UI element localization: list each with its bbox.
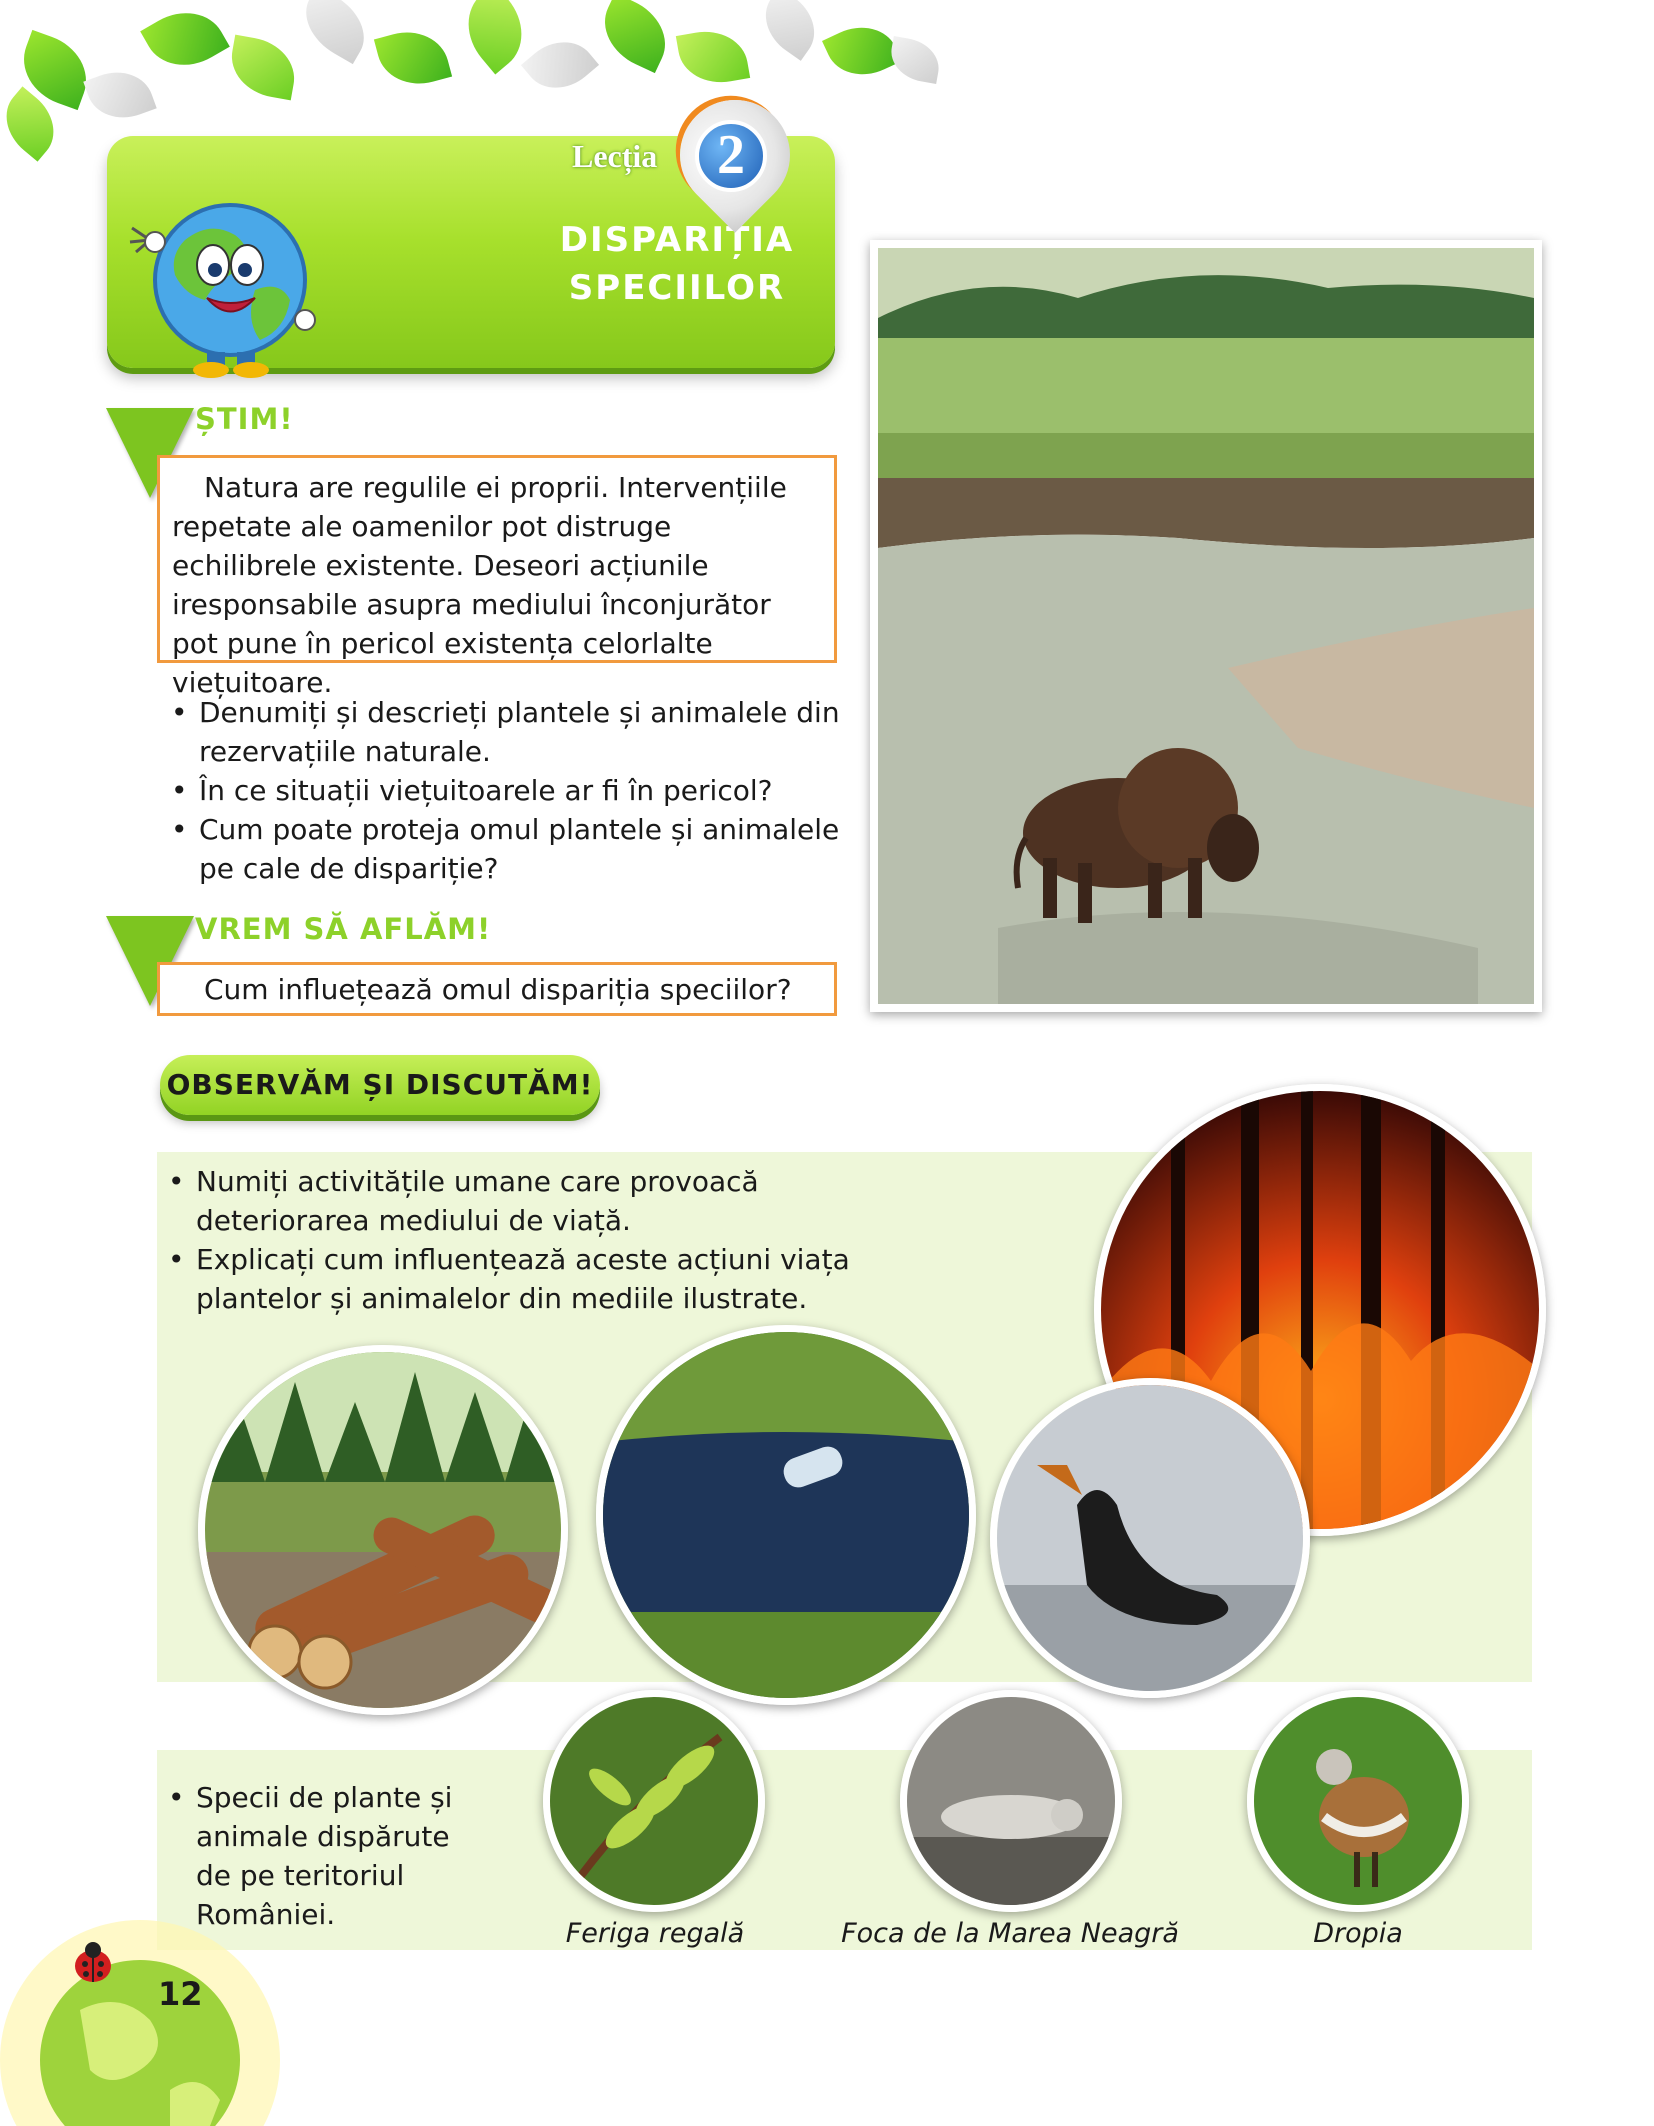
vrem-box [157, 962, 837, 1016]
lesson-title-line1: DISPARIȚIA [559, 220, 795, 260]
caption-feriga: Feriga regală [565, 1918, 745, 1949]
vrem-heading: VREM SĂ AFLĂM! [195, 912, 492, 946]
list-item: • Specii de plante și animale dispărute de pe teritoriul României. [162, 1778, 462, 1934]
list-item: • În ce situații viețuitoarele ar fi în pericol? [165, 771, 845, 810]
water-pollution-photo [596, 1325, 976, 1705]
list-item: • Numiți activitățile umane care provoacă deteriorarea mediului de viață. [162, 1162, 922, 1240]
ladybug-icon [68, 1940, 118, 1984]
lesson-title-line2: SPECIILOR [568, 268, 786, 308]
dropia-photo [1247, 1690, 1469, 1912]
globe-decoration-icon [0, 1890, 280, 2126]
lesson-number: 2 [717, 124, 745, 186]
earth-mascot-icon [115, 180, 345, 380]
stim-heading: ȘTIM! [195, 402, 294, 436]
lesson-label: Lecția [572, 138, 658, 174]
foca-photo [900, 1690, 1122, 1912]
logging-photo [198, 1345, 568, 1715]
list-item: • Explicați cum influențează aceste acțiuni viața plantelor și animalelor din mediile ilustrate. [162, 1240, 922, 1318]
lesson-title [527, 216, 827, 312]
observam-list [162, 1162, 922, 1318]
list-item: • Cum poate proteja omul plantele și animalele pe cale de dispariție? [165, 810, 845, 888]
questions-list [165, 693, 845, 888]
caption-dropia: Dropia [1313, 1918, 1403, 1949]
stim-text: Natura are regulile ei proprii. Intervențiile repetate ale oamenilor pot distruge echilibrele existente. Deseori acțiunile iresponsabile asupra mediului înconjurător pot pune în pericol existența celorlalte viețuitoare. [172, 471, 787, 699]
list-item: • Denumiți și descrieți plantele și animalele din rezervațiile naturale. [165, 693, 845, 771]
bison-photo [870, 240, 1542, 1012]
observam-heading: OBSERVĂM ȘI DISCUTĂM! [160, 1055, 600, 1115]
bison-river-image [878, 248, 1534, 1004]
stim-box [157, 455, 837, 699]
feriga-photo [543, 1690, 765, 1912]
oil-spill-bird-photo [990, 1378, 1310, 1698]
vrem-text: Cum influețează omul dispariția speciilor? [204, 973, 792, 1006]
caption-foca: Foca de la Marea Neagră [841, 1918, 1179, 1949]
page-number: 12 [158, 1975, 203, 2013]
